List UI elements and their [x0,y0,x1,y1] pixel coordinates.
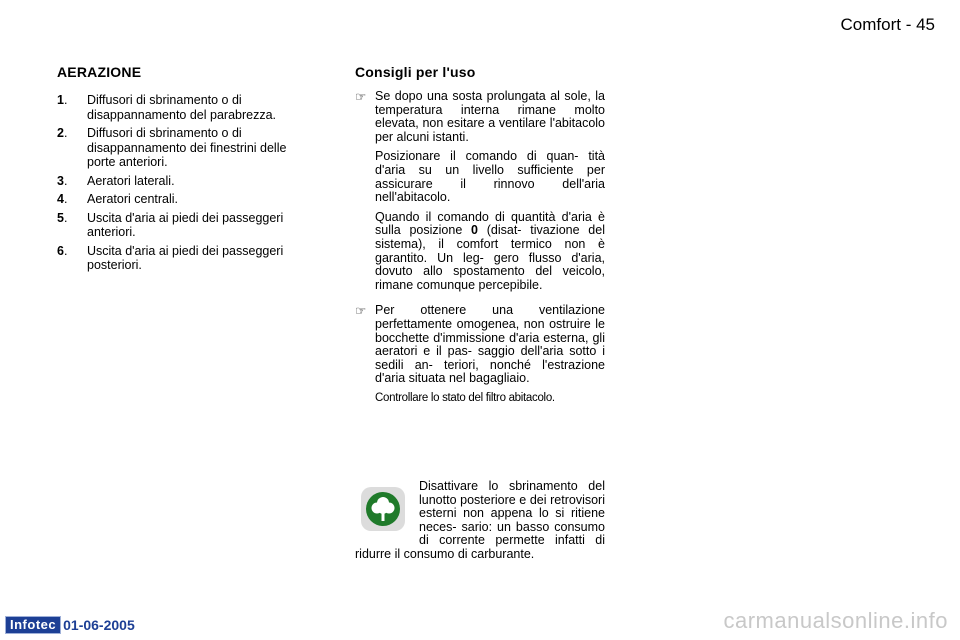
section-heading: Consigli per l'uso [355,64,476,80]
item-text: Aeratori centrali. [87,192,179,206]
tips-list [355,90,605,411]
item-number: 3 [57,173,64,188]
list-item: 3. Aeratori laterali. [57,173,175,188]
pointing-hand-icon: ☞ [355,304,367,319]
list-item: 5. Uscita d'aria ai piedi dei passeggeri anteriori. [57,211,302,240]
pointing-hand-icon: ☞ [355,90,367,104]
item-text: Uscita d'aria ai piedi dei passeggeri posteriori. [87,243,284,272]
tip-paragraph: Posizionare il comando di quan- tità d'aria su un livello sufficiente per assicurare il rinnovo dell'aria nell'abitacolo. [375,149,605,205]
footer-date: 01-06-2005 [63,617,135,633]
list-item: 6. Uscita d'aria ai piedi dei passeggeri posteriori. [57,244,302,273]
list-item: 4. Aeratori centrali. [57,192,179,206]
section-heading: AERAZIONE [57,64,142,80]
page-header: Comfort - 45 [840,15,935,34]
list-item: 1. Diffusori di sbrinamento o di disappannamento del parabrezza. [57,93,302,122]
filter-note: Controllare lo stato del filtro abitacolo. [375,391,555,404]
item-number: 4 [57,192,64,206]
tip-item [355,304,605,411]
item-text: Uscita d'aria ai piedi dei passeggeri anteriori. [87,210,284,239]
tree-icon [361,487,405,531]
item-number: 6 [57,243,64,258]
position-zero: 0 [471,223,478,238]
tip-paragraph: Quando il comando di quantità d'aria è sulla posizione 0 (disat- tivazione del sistema), il comfort termico non è garantito. Un leg- gero flusso d'aria, dovuto allo spostamento del veicolo, rimane comunque percepibile. [375,209,605,292]
item-number: 5 [57,210,64,225]
footer [5,616,135,634]
watermark: carmanualsonline.info [723,608,948,633]
item-number: 1 [57,93,64,107]
eco-tip [355,480,605,562]
usage-tips-section [355,64,605,417]
tip-paragraph: Per ottenere una ventilazione perfettamente omogenea, non ostruire le bocchette d'immissione d'aria esterna, gli aeratori e il pas- saggio dell'aria sotto i sedili an- teriori, nonché l'estrazione d'aria situata nel bagagliaio. [375,303,605,386]
item-number: 2 [57,126,64,140]
vent-list [57,93,302,273]
eco-text: Disattivare lo sbrinamento del lunotto posteriore e dei retrovisori esterni non appena lo si ritiene neces- sario: un basso consumo di corrente permette infatti di ridurre il consumo di carburante. [355,479,605,561]
item-text: Diffusori di sbrinamento o di disappannamento del parabrezza. [87,93,277,122]
item-text: Aeratori laterali. [87,173,175,188]
infotec-logo: Infotec [5,616,61,634]
item-text: Diffusori di sbrinamento o di disappannamento dei finestrini delle porte anteriori. [87,126,287,169]
ventilation-section [57,64,302,277]
tip-item [355,90,605,298]
tip-paragraph: Se dopo una sosta prolungata al sole, la temperatura interna rimane molto elevata, non esitare a ventilare l'abitacolo per alcuni istanti. [375,89,605,144]
list-item: 2. Diffusori di sbrinamento o di disappannamento dei finestrini delle porte anteriori. [57,126,302,170]
